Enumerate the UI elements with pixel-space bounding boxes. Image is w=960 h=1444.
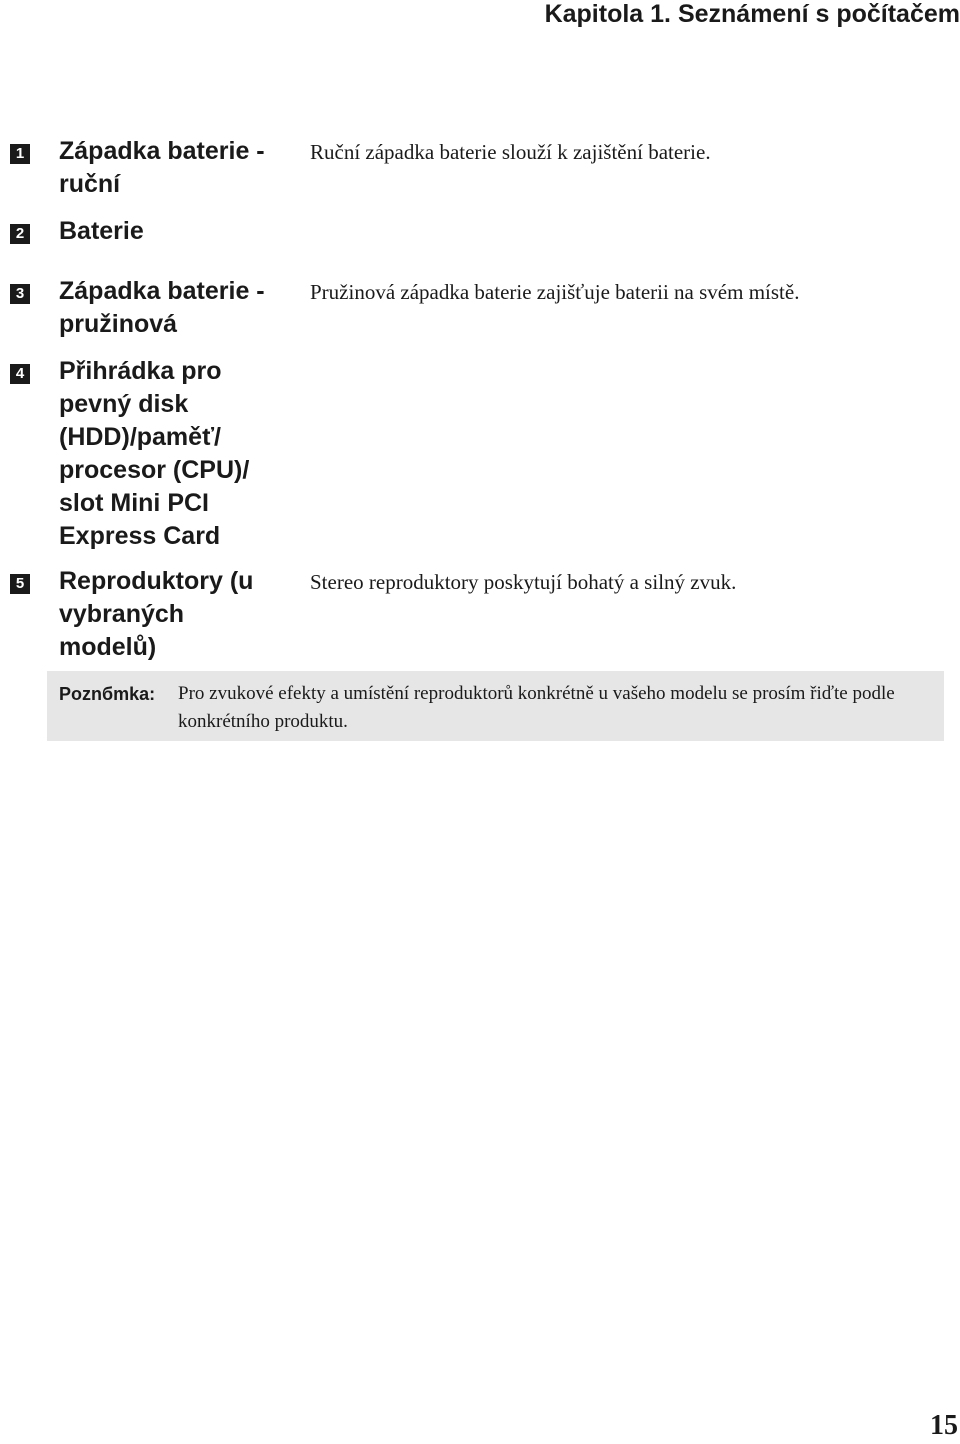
item-number-badge: 2 — [10, 224, 30, 244]
chapter-title: Kapitola 1. Seznámení s počítačem — [544, 0, 960, 28]
item-number-badge: 4 — [10, 364, 30, 384]
note-text: Pro zvukové efekty a umístění reproduktorů konkrétně u vašeho modelu se prosím řiďte podle konkrétního produktu. — [178, 683, 895, 732]
item-term: Západka baterie - pružinová — [59, 277, 265, 338]
item-number-badge: 1 — [10, 144, 30, 164]
item-term: Přihrádka pro pevný disk (HDD)/paměť/ procesor (CPU)/ slot Mini PCI Express Card — [59, 357, 250, 550]
item-term: Baterie — [59, 217, 144, 245]
item-description: Pružinová západka baterie zajišťuje baterii na svém místě. — [310, 280, 800, 304]
item-term: Reproduktory (u vybraných modelů) — [59, 567, 254, 661]
item-number-badge: 5 — [10, 574, 30, 594]
item-term: Západka baterie - ruční — [59, 137, 265, 198]
page-number: 15 — [930, 1410, 958, 1441]
item-number-badge: 3 — [10, 284, 30, 304]
note-label: Poznбmka: — [59, 684, 156, 704]
item-description: Ruční západka baterie slouží k zajištění baterie. — [310, 140, 711, 164]
note-box — [47, 671, 944, 741]
item-description: Stereo reproduktory poskytují bohatý a silný zvuk. — [310, 570, 737, 594]
